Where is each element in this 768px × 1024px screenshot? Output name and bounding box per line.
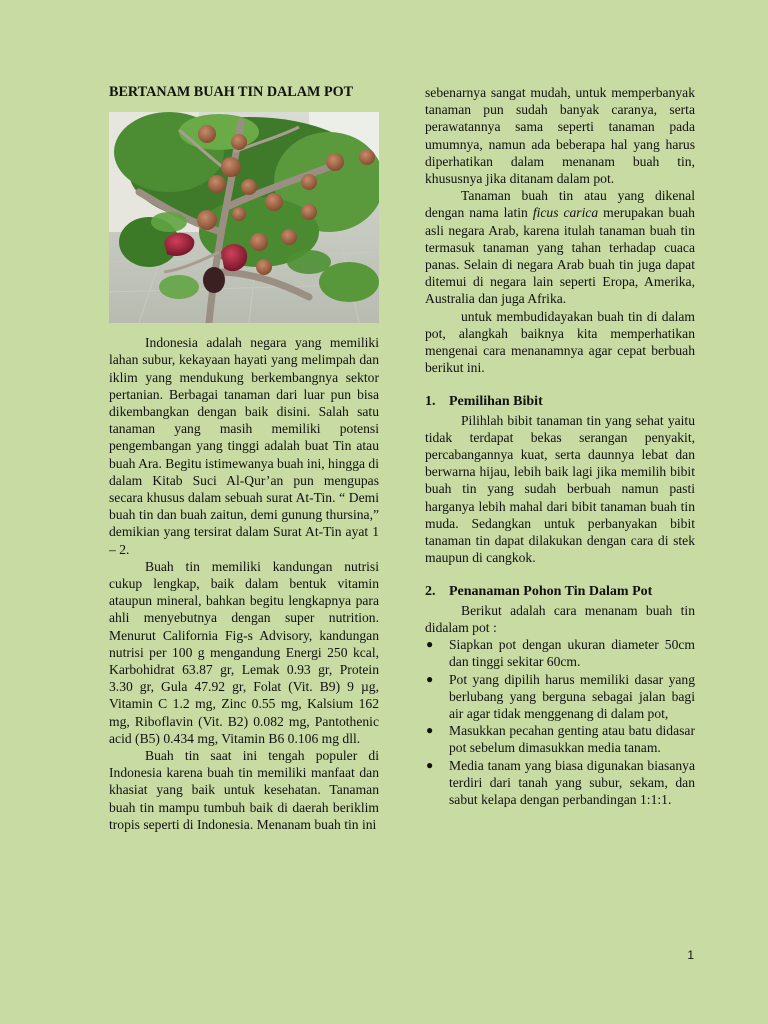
section-2-heading bbox=[425, 583, 695, 600]
list-item bbox=[425, 671, 695, 723]
bullet-icon: ● bbox=[426, 637, 434, 652]
list-item-text: Siapkan pot dengan ukuran diameter 50cm dan tinggi sekitar 60cm. bbox=[449, 637, 695, 670]
section-1-heading bbox=[425, 393, 695, 410]
section-1-text: Pilihlah bibit tanaman tin yang sehat yaitu tidak terdapat bekas serangan penyakit, percabangannya kuat, serta daunnya lebat dan berwarna hijau, lebih baik lagi jika memilih bibit buah tin yang sudah berbuah namun pasti harganya lebih mahal dari bibit tanaman buah tin muda. Sedangkan untuk perbanyakan bibit tanaman tin dapat dilakukan dengan cara di stek maupun di cangkok. bbox=[425, 412, 695, 566]
list-item bbox=[425, 722, 695, 756]
list-item bbox=[425, 757, 695, 809]
section-2-number: 2. bbox=[425, 584, 436, 600]
fig-tree-photo bbox=[109, 112, 379, 323]
section-1-number: 1. bbox=[425, 394, 436, 410]
list-item-text: Pot yang dipilih harus memiliki dasar yang berlubang yang berguna sebagai jalan bagi air agar tidak menggenang di dalam pot, bbox=[449, 671, 695, 721]
continuation-paragraph: sebenarnya sangat mudah, untuk memperbanyak tanaman pun sudah banyak caranya, serta perawatannya sama seperti tanaman pada umumnya, namun ada beberapa hal yang harus diperhatikan dalam menanam buah tin, khususnya jika ditanam dalam pot. bbox=[425, 85, 695, 187]
cultivation-paragraph: untuk membudidayakan buah tin di dalam pot, alangkah baiknya kita memperhatikan mengenai cara menanamnya agar cepat berbuah berikut ini. bbox=[425, 308, 695, 376]
bullet-icon: ● bbox=[426, 671, 434, 686]
intro-paragraph: Indonesia adalah negara yang memiliki lahan subur, kekayaan hayati yang melimpah dan iklim yang mendukung berkembangnya sektor pertanian. Berbagai tanaman dari luar pun bisa dikembangkan dengan baik disini. Salah satu tanaman yang masih memiliki potensi pengembangan yang tinggi adalah buat Tin atau buah Ara. Begitu istimewanya buah ini, hingga di dalam Kitab Suci Al-Qur’an pun mengupas secara khusus dalam sebuah surat At-Tin. “ Demi buah tin dan buah zaitun, demi gunung thursina,” demikian yang tersirat dalam Surat At-Tin ayat 1 – 2. bbox=[109, 335, 379, 557]
latin-name: ficus carica bbox=[532, 205, 599, 221]
section-2-intro: Berikut adalah cara menanam buah tin didalam pot : bbox=[425, 602, 695, 635]
section-2-title: Penanaman Pohon Tin Dalam Pot bbox=[449, 584, 653, 600]
latin-name-paragraph bbox=[425, 187, 695, 307]
left-column bbox=[109, 84, 379, 833]
latin-text-after: merupakan buah asli negara Arab, karena itulah tanaman buah tin termasuk tanaman yang tahan terhadap cuaca panas. Selain di negara Arab buah tin juga dapat ditemui di negara lain seperti Eropa, Amerika, Australia dan juga Afrika. bbox=[425, 205, 695, 307]
list-item-text: Media tanam yang biasa digunakan biasanya terdiri dari tanah yang subur, sekam, dan sabut kelapa dengan perbandingan 1:1:1. bbox=[449, 757, 695, 807]
list-item-text: Masukkan pecahan genting atau batu didasar pot sebelum dimasukkan media tanam. bbox=[449, 723, 695, 756]
section-1-title: Pemilihan Bibit bbox=[449, 394, 543, 410]
popularity-paragraph: Buah tin saat ini tengah populer di Indonesia karena buah tin memiliki manfaat dan khasiat yang baik untuk kesehatan. Tanaman buah tin mampu tumbuh baik di daerah beriklim tropis seperti di Indonesia. Menanam buah tin ini bbox=[109, 748, 379, 832]
planting-steps-list bbox=[425, 636, 695, 808]
right-column bbox=[425, 84, 695, 808]
nutrition-paragraph: Buah tin memiliki kandungan nutrisi cukup lengkap, baik dalam bentuk vitamin ataupun mineral, bahkan begitu lengkapnya para ahli menyebutnya dengan super nutrition. Menurut California Fig-s Advisory, kandungan nutrisi per 100 g mengandung Energi 250 kcal, Karbohidrat 63.87 gr, Lemak 0.93 gr, Protein 3.30 gr, Gula 47.92 gr, Folat (Vit. B9) 9 µg, Vitamin C 1.2 mg, Zinc 0.55 mg, Kalsium 162 mg, Riboflavin (Vit. B2) 0.082 mg, Pantothenic acid (B5) 0.434 mg, Vitamin B6 0.106 mg dll. bbox=[109, 558, 379, 746]
page-number: 1 bbox=[687, 948, 694, 962]
bullet-icon: ● bbox=[426, 757, 434, 772]
page-title: BERTANAM BUAH TIN DALAM POT bbox=[109, 84, 354, 100]
bullet-icon: ● bbox=[426, 723, 434, 738]
list-item bbox=[425, 636, 695, 670]
latin-text-before: Tanaman buah tin atau yang dikenal dengan nama latin bbox=[425, 188, 695, 221]
